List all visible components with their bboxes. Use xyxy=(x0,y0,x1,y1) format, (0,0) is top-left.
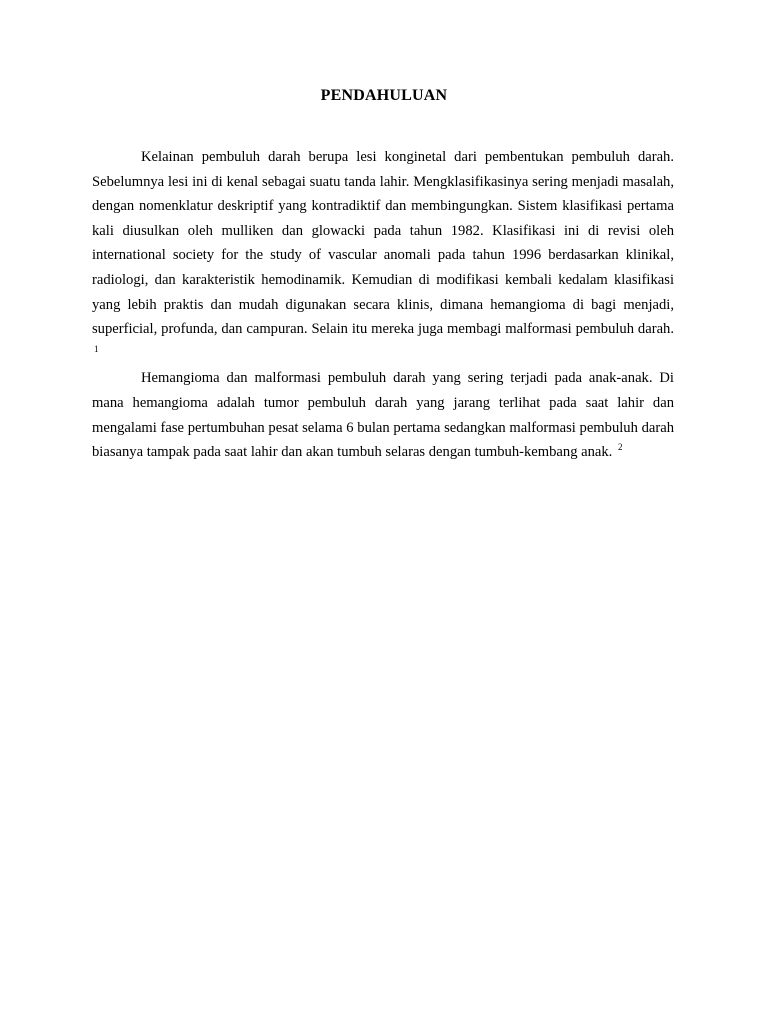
body-text xyxy=(92,145,674,465)
paragraph-1 xyxy=(92,145,674,366)
paragraph-1-text: Kelainan pembuluh darah berupa lesi konginetal dari pembentukan pembuluh darah. Sebelumnya lesi ini di kenal sebagai suatu tanda lahir. Mengklasifikasinya sering menjadi masalah, dengan nomenklatur deskriptif yang kontradiktif dan membingungkan. Sistem klasifikasi pertama kali diusulkan oleh mulliken dan glowacki pada tahun 1982. Klasifikasi ini di revisi oleh international society for the study of vascular anomali pada tahun 1996 berdasarkan klinikal, radiologi, dan karakteristik hemodinamik. Kemudian di modifikasi kembali kedalam klasifikasi yang lebih praktis dan mudah digunakan secara klinis, dimana hemangioma di bagi menjadi, superficial, profunda, dan campuran. Selain itu mereka juga membagi malformasi pembuluh darah. xyxy=(92,149,674,338)
footnote-ref-1: 1 xyxy=(94,343,99,354)
footnote-ref-2: 2 xyxy=(618,442,623,453)
page-title: PENDAHULUAN xyxy=(320,87,448,104)
paragraph-2 xyxy=(92,366,674,464)
paragraph-2-text: Hemangioma dan malformasi pembuluh darah yang sering terjadi pada anak-anak. Di mana hemangioma adalah tumor pembuluh darah yang jarang terlihat pada saat lahir dan mengalami fase pertumbuhan pesat selama 6 bulan pertama sedangkan malformasi pembuluh darah biasanya tampak pada saat lahir dan akan tumbuh selaras dengan tumbuh-kembang anak. xyxy=(92,370,674,461)
